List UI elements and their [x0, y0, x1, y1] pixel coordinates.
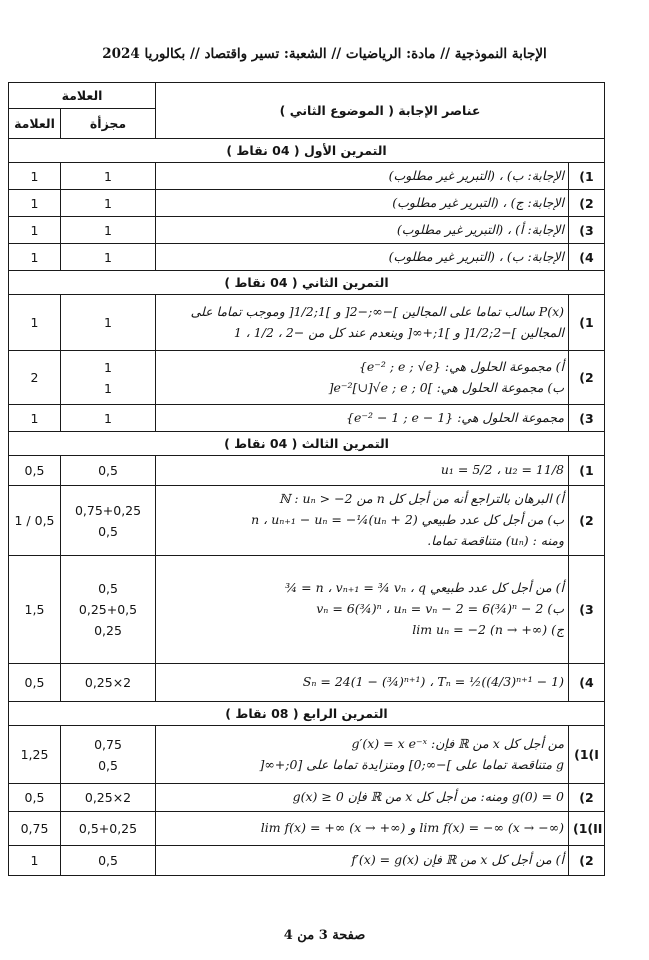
document-header: الإجابة النموذجية // مادة: الرياضيات // الشعبة: تسير واقتصاد // بكالوريا 2024	[102, 46, 547, 62]
answer-content	[156, 456, 569, 486]
section-row	[9, 271, 605, 295]
section-title: التمرين الرابع ( 08 نقاط )	[9, 702, 605, 726]
question-number: (4	[569, 664, 605, 702]
answer-line: P(x) سالب تماما على المجالين ]−∞;−2[ و ]1;1/2[ وموجب تماما على	[190, 303, 565, 319]
answer-row	[9, 664, 605, 702]
section-title: التمرين الثالث ( 04 نقاط )	[9, 432, 605, 456]
answer-line: lim f(x) = −∞ (x → −∞) و lim f(x) = +∞ (x → +∞)	[260, 820, 565, 836]
answer-content	[156, 784, 569, 812]
partial-grade	[61, 217, 156, 244]
question-number: (1	[569, 163, 605, 190]
section-title: التمرين الأول ( 04 نقاط )	[9, 139, 605, 163]
answer-content	[156, 812, 569, 846]
partial-grade-value: 1	[104, 410, 112, 426]
total-grade: 1	[9, 405, 61, 432]
total-grade: 1	[9, 244, 61, 271]
question-number: (2	[569, 486, 605, 556]
answer-row	[9, 726, 605, 784]
answer-content	[156, 726, 569, 784]
answer-content	[156, 244, 569, 271]
answer-content	[156, 295, 569, 351]
answer-line: ومنه : (uₙ) متناقصة تماما.	[427, 532, 565, 548]
answer-row	[9, 163, 605, 190]
answer-row	[9, 295, 605, 351]
answer-table	[8, 82, 605, 876]
total-grade: 1 / 0,5	[9, 486, 61, 556]
answer-line: ب) مجموعة الحلول هي: ]0 ; e⁻²[∪]√e ; e[	[328, 379, 565, 395]
answer-row	[9, 405, 605, 432]
answer-line: ب) vₙ = 6(¾)ⁿ ، uₙ = vₙ − 2 = 6(¾)ⁿ − 2	[316, 601, 565, 617]
total-grade: 1,5	[9, 556, 61, 664]
answer-line: الإجابة: ج) ، (التبرير غير مطلوب)	[392, 194, 565, 210]
answer-line: الإجابة: ب) ، (التبرير غير مطلوب)	[388, 248, 565, 264]
total-grade: 1,25	[9, 726, 61, 784]
answer-content	[156, 556, 569, 664]
total-grade: 0,5	[9, 664, 61, 702]
partial-grade-value: 0,25×2	[84, 675, 132, 690]
question-number: (2	[569, 190, 605, 217]
answer-row	[9, 351, 605, 405]
answer-content	[156, 217, 569, 244]
answer-line: u₁ = 5/2 ، u₂ = 11/8	[440, 462, 565, 478]
answer-line: ب) من أجل كل عدد طبيعي n ، uₙ₊₁ − uₙ = −¼(uₙ + 2)	[251, 512, 565, 528]
answer-line: من أجل كل x من ℝ فإن: g′(x) = x e⁻ˣ	[351, 735, 565, 751]
total-grade: 1	[9, 295, 61, 351]
answer-row	[9, 812, 605, 846]
total-header: العلامة	[9, 109, 61, 139]
partial-grade	[61, 351, 156, 405]
partial-grade-value: 0,75+0,25	[74, 502, 142, 518]
answer-line: أ) من أجل كل عدد طبيعي n ، vₙ₊₁ = ¾ vₙ ، q = ¾	[285, 580, 565, 596]
answer-content	[156, 163, 569, 190]
page-number: صفحة 3 من 4	[283, 928, 366, 943]
answer-row	[9, 486, 605, 556]
answer-line: المجالين ]−2;1/2[ و ]1;+∞[ وينعدم عند كل من −2 ، 1/2 ، 1	[233, 324, 565, 340]
total-grade: 2	[9, 351, 61, 405]
question-number: (4	[569, 244, 605, 271]
partial-grade-value: 1	[104, 195, 112, 211]
total-grade: 0,5	[9, 784, 61, 812]
answer-line: ج) lim uₙ = −2 (n → +∞)	[412, 621, 565, 637]
total-grade: 1	[9, 846, 61, 876]
elements-header: عناصر الإجابة ( الموضوع الثاني )	[156, 83, 605, 139]
question-number: (3	[569, 217, 605, 244]
partial-grade	[61, 726, 156, 784]
partial-grade	[61, 486, 156, 556]
partial-grade	[61, 556, 156, 664]
answer-content	[156, 486, 569, 556]
answer-line: مجموعة الحلول هي: {e⁻² − 1 ; e − 1}	[346, 409, 565, 425]
partial-grade-value: 1	[104, 380, 112, 396]
answer-content	[156, 664, 569, 702]
partial-grade	[61, 190, 156, 217]
section-row	[9, 702, 605, 726]
answer-content	[156, 190, 569, 217]
partial-grade	[61, 295, 156, 351]
answer-line: الإجابة: ب) ، (التبرير غير مطلوب)	[388, 167, 565, 183]
partial-grade-value: 0,25×2	[84, 790, 132, 805]
answer-row	[9, 190, 605, 217]
answer-line: g متناقصة تماما على ]−∞;0] ومتزايدة تماما على [0;+∞[	[259, 756, 565, 772]
partial-grade-value: 0,5+0,25	[78, 821, 138, 836]
answer-content	[156, 351, 569, 405]
partial-grade	[61, 784, 156, 812]
answer-content	[156, 405, 569, 432]
answer-row	[9, 456, 605, 486]
partial-grade-value: 0,25+0,5	[78, 602, 138, 617]
answer-line: أ) مجموعة الحلول هي: {e⁻² ; e ; √e}	[358, 358, 565, 374]
partial-grade	[61, 244, 156, 271]
answer-row	[9, 556, 605, 664]
partial-grade-value: 0,5	[98, 463, 118, 478]
question-number: (3	[569, 405, 605, 432]
total-grade: 0,5	[9, 456, 61, 486]
total-grade: 1	[9, 217, 61, 244]
answer-line: الإجابة: أ) ، (التبرير غير مطلوب)	[396, 221, 565, 237]
section-title: التمرين الثاني ( 04 نقاط )	[9, 271, 605, 295]
question-number: (2	[569, 351, 605, 405]
partial-grade-value: 1	[104, 168, 112, 184]
partial-grade-value: 1	[104, 315, 112, 330]
partial-grade-value: 0,5	[98, 581, 118, 596]
partial-grade	[61, 846, 156, 876]
total-grade: 1	[9, 190, 61, 217]
partial-grade	[61, 163, 156, 190]
partial-grade	[61, 405, 156, 432]
question-number: (1(II	[569, 812, 605, 846]
partial-header: مجزأة	[61, 109, 156, 139]
partial-grade	[61, 664, 156, 702]
partial-grade-value: 0,75	[94, 736, 122, 752]
grade-header: العلامة	[9, 83, 156, 109]
partial-grade-value: 0,5	[98, 757, 118, 773]
partial-grade-value: 0,5	[98, 853, 118, 868]
answer-row	[9, 846, 605, 876]
answer-line: أ) البرهان بالتراجع أنه من أجل كل n من ℕ : uₙ > −2	[278, 491, 565, 507]
question-number: (1	[569, 295, 605, 351]
answer-row	[9, 244, 605, 271]
question-number: (2	[569, 846, 605, 876]
partial-grade-value: 1	[104, 359, 112, 375]
section-row	[9, 432, 605, 456]
partial-grade-value: 0,25	[94, 623, 122, 638]
question-number: (1(I	[569, 726, 605, 784]
partial-grade-value: 1	[104, 249, 112, 265]
total-grade: 0,75	[9, 812, 61, 846]
question-number: (3	[569, 556, 605, 664]
partial-grade	[61, 812, 156, 846]
answer-content	[156, 846, 569, 876]
answer-row	[9, 217, 605, 244]
answer-row	[9, 784, 605, 812]
answer-line: أ) من أجل كل x من ℝ فإن f′(x) = g(x)	[351, 852, 565, 868]
question-number: (2	[569, 784, 605, 812]
question-number: (1	[569, 456, 605, 486]
table-header-row	[9, 83, 605, 109]
partial-grade-value: 1	[104, 222, 112, 238]
answer-line: Sₙ = 24(1 − (¾)ⁿ⁺¹) ، Tₙ = ½((4/3)ⁿ⁺¹ − 1)	[302, 674, 565, 690]
total-grade: 1	[9, 163, 61, 190]
partial-grade-value: 0,5	[98, 523, 118, 539]
partial-grade	[61, 456, 156, 486]
answer-line: g(0) = 0 ومنه: من أجل كل x من ℝ فإن g(x) ≥ 0	[292, 789, 565, 805]
section-row	[9, 139, 605, 163]
